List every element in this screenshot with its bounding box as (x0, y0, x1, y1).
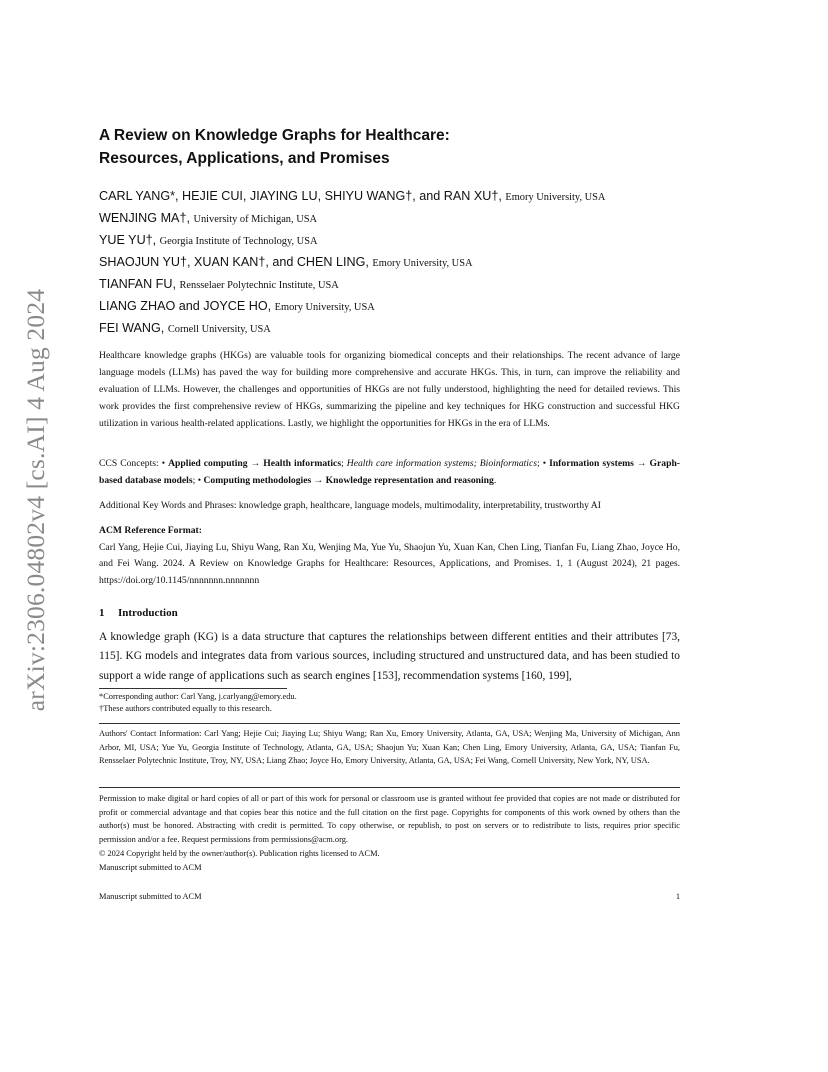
keywords: Additional Key Words and Phrases: knowledge graph, healthcare, language models, multimodality, interpretability, trustworthy AI (99, 500, 601, 511)
author-names: WENJING MA†, (99, 211, 190, 225)
author-line (99, 251, 699, 273)
author-names: YUE YU†, (99, 233, 157, 247)
ccs-label: CCS Concepts: (99, 458, 159, 469)
author-names: FEI WANG, (99, 321, 165, 335)
author-contact-information: Authors' Contact Information: Carl Yang; Hejie Cui; Jiaying Lu; Shiyu Wang; Ran Xu, Emory University, Atlanta, GA, USA; Wenjing Ma, University of Michigan, Ann Arbor, MI, USA; Yue Yu, Georgia Institute of Technology, Atlanta, GA, USA; Shaojun Yu; Xuan Kan; Chen Ling, Emory University, Atlanta, GA, USA; Tianfan Fu, Rensselaer Polytechnic Institute, Troy, NY, USA; Liang Zhao; Joyce Ho, Emory University, Atlanta, GA, USA; Fei Wang, Cornell University, New York, NY, USA. (99, 729, 680, 765)
abstract: Healthcare knowledge graphs (HKGs) are valuable tools for organizing biomedical concepts and their relationships. The recent advance of large language models (LLMs) has paved the way for building more comprehensive and accurate HKGs. This, in turn, can improve the reliability and evaluation of LLMs. However, the challenges and opportunities of HKGs are not fully understood, highlighting the need for detailed reviews. This work provides the first comprehensive review of HKGs, summarizing the pipeline and key techniques for HKG construction and successful HKG utilization in various health-related applications. Lastly, we highlight the opportunities for HKGs in the era of LLMs. (99, 350, 680, 430)
author-affiliation: Emory University, USA (372, 258, 473, 269)
acm-reference-text: Carl Yang, Hejie Cui, Jiaying Lu, Shiyu Wang, Ran Xu, Wenjing Ma, Yue Yu, Shaojun Yu, Xuan Kan, Chen Ling, Tianfan Fu, Liang Zhao, Joyce Ho, and Fei Wang. 2024. A Review on Knowledge Graphs for Healthcare: Resources, Applications, and Promises. 1, 1 (August 2024), 21 pages. https://doi.org/10.1145/nnnnnnn.nnnnnnn (99, 542, 680, 586)
ccs-concept-3: Computing methodologies → Knowledge representation and reasoning (203, 474, 494, 486)
author-line (99, 185, 699, 207)
author-names: LIANG ZHAO and JOYCE HO, (99, 299, 272, 313)
author-names: SHAOJUN YU†, XUAN KAN†, and CHEN LING, (99, 255, 369, 269)
permission-rule (99, 787, 680, 788)
author-affiliation: Rensselaer Polytechnic Institute, USA (179, 280, 339, 291)
author-affiliation: Georgia Institute of Technology, USA (159, 236, 318, 247)
ccs-concept-1-sub: Health care information systems; Bioinformatics (346, 458, 537, 469)
manuscript-note: Manuscript submitted to ACM (99, 862, 202, 872)
footnote-corresponding: *Corresponding author: Carl Yang, j.carlyang@emory.edu. (99, 692, 297, 701)
copyright-notice: © 2024 Copyright held by the owner/author(s). Publication rights licensed to ACM. (99, 849, 380, 858)
author-list (99, 185, 699, 339)
author-line (99, 273, 699, 295)
page-number: 1 (675, 892, 680, 901)
author-affiliation: Emory University, USA (505, 192, 606, 203)
paper-title (99, 124, 680, 170)
title-line-1: A Review on Knowledge Graphs for Healthcare: (99, 127, 450, 144)
ccs-bullet: • (161, 458, 166, 469)
section-title: Introduction (118, 607, 178, 619)
copyright-block (99, 847, 380, 874)
author-affiliation: University of Michigan, USA (193, 214, 317, 225)
author-names: TIANFAN FU, (99, 277, 176, 291)
footer-left: Manuscript submitted to ACM (99, 892, 202, 901)
contact-rule (99, 723, 680, 724)
page-footer (99, 890, 680, 903)
author-line (99, 229, 699, 251)
footnote-rule (99, 688, 287, 689)
section-heading (99, 605, 178, 621)
section-number: 1 (99, 607, 105, 619)
author-line (99, 207, 699, 229)
footnote-equal-contribution: †These authors contributed equally to this research. (99, 704, 272, 714)
footnotes (99, 691, 680, 716)
ccs-concept-2: Information systems → Graph-based database models (99, 458, 681, 486)
author-affiliation: Emory University, USA (274, 302, 375, 313)
intro-paragraph: A knowledge graph (KG) is a data structure that captures the relationships between different entities and their attributes [73, 115]. KG models and integrates data from various sources, including structured and unstructured data, and has been studied to support a wide range of applications such as search engines [153], recommendation systems [160, 199], (99, 631, 680, 682)
author-line (99, 317, 699, 339)
ccs-bullet: • (542, 458, 547, 469)
title-line-2: Resources, Applications, and Promises (99, 150, 390, 167)
author-line (99, 295, 699, 317)
ccs-concept-1: Applied computing → Health informatics (168, 458, 342, 469)
ccs-concepts: CCS Concepts: • Applied computing → Health informatics; Health care information systems; Bioinformatics; • Information systems → Graph-based database models; • Computing methodologies → Knowledge representation and reasoning. (99, 458, 681, 486)
author-affiliation: Cornell University, USA (167, 324, 271, 335)
ccs-bullet: • (197, 474, 202, 486)
arxiv-identifier: arXiv:2306.04802v4 [cs.AI] 4 Aug 2024 (21, 288, 50, 712)
acm-reference-heading: ACM Reference Format: (99, 525, 202, 536)
author-names: CARL YANG*, HEJIE CUI, JIAYING LU, SHIYU WANG†, and RAN XU†, (99, 189, 502, 203)
permission-notice: Permission to make digital or hard copies of all or part of this work for personal or classroom use is granted without fee provided that copies are not made or distributed for profit or commercial advantage and that copies bear this notice and the full citation on the first page. Copyrights for components of this work owned by others than the author(s) must be honored. Abstracting with credit is permitted. To copy otherwise, or republish, to post on servers or to redistribute to lists, requires prior specific permission and/or a fee. Request permissions from permissions@acm.org. (99, 794, 680, 844)
